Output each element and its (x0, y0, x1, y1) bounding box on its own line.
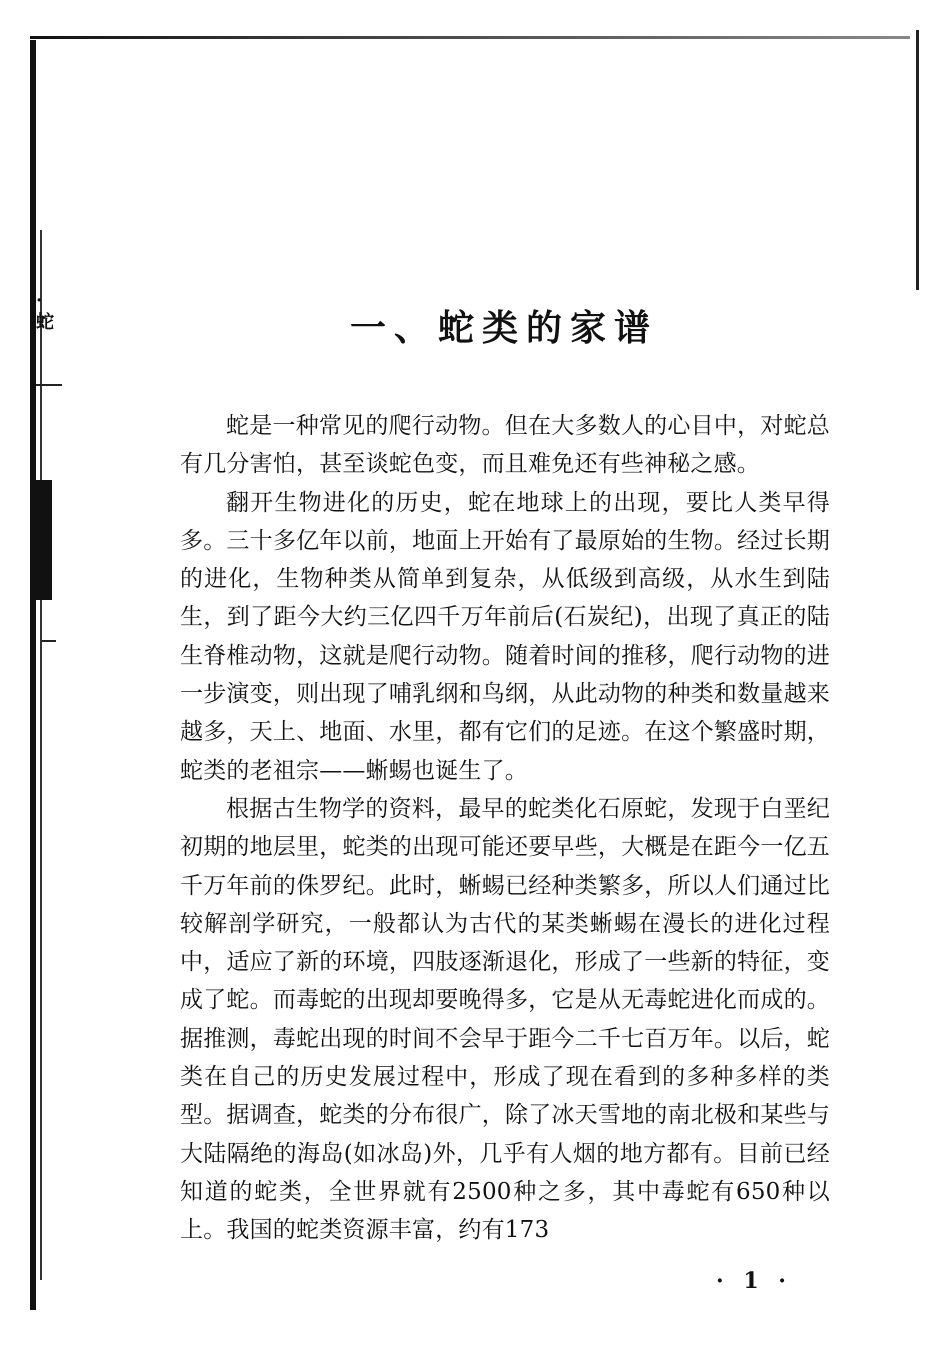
chapter-title: 一、蛇类的家谱 (350, 307, 659, 349)
scan-binding-shadow (34, 480, 52, 600)
scan-binding-line (40, 230, 42, 1280)
scan-binding-edge (30, 40, 36, 1310)
paragraph: 翻开生物进化的历史，蛇在地球上的出现，要比人类早得多。三十多亿年以前，地面上开始有了最原始的生物。经过长期的进化，生物种类从简单到复杂，从低级到高级，从水生到陆生，到了距今大约三亿四千万年前后(石炭纪)，出现了真正的陆生脊椎动物，这就是爬行动物。随着时间的推移，爬行动物的进一步演变，则出现了哺乳纲和鸟纲，从此动物的种类和数量越来越多，天上、地面、水里，都有它们的足迹。在这个繁盛时期，蛇类的老祖宗——蜥蜴也诞生了。 (180, 489, 830, 784)
scan-top-border (30, 36, 910, 39)
paragraph: 蛇是一种常见的爬行动物。但在大多数人的心目中，对蛇总有几分害怕，甚至谈蛇色变，而且难免还有些神秘之感。 (180, 413, 830, 478)
scan-right-border (916, 30, 919, 290)
scan-mark (36, 384, 62, 386)
scan-mark (42, 640, 56, 642)
page-number: · 1 · (716, 1268, 792, 1294)
body-text (180, 407, 830, 1250)
paragraph: 根据古生物学的资料，最早的蛇类化石原蛇，发现于白垩纪初期的地层里，蛇类的出现可能还要早些，大概是在距今一亿五千万年前的侏罗纪。此时，蜥蜴已经种类繁多，所以人们通过比较解剖学研究，一般都认为古代的某类蜥蜴在漫长的进化过程中，适应了新的环境，四肢逐渐退化，形成了一些新的特征，变成了蛇。而毒蛇的出现却要晚得多，它是从无毒蛇进化而成的。据推测，毒蛇出现的时间不会早于距今二千七百万年。以后，蛇类在自己的历史发展过程中，形成了现在看到的多种多样的类型。据调查，蛇类的分布很广，除了冰天雪地的南北极和某些与大陆隔绝的海岛(如冰岛)外，几乎有人烟的地方都有。目前已经知道的蛇类，全世界就有2500种之多，其中毒蛇有650种以上。我国的蛇类资源丰富，约有173 (180, 795, 830, 1244)
spine-text: ·蛇 (36, 290, 54, 333)
